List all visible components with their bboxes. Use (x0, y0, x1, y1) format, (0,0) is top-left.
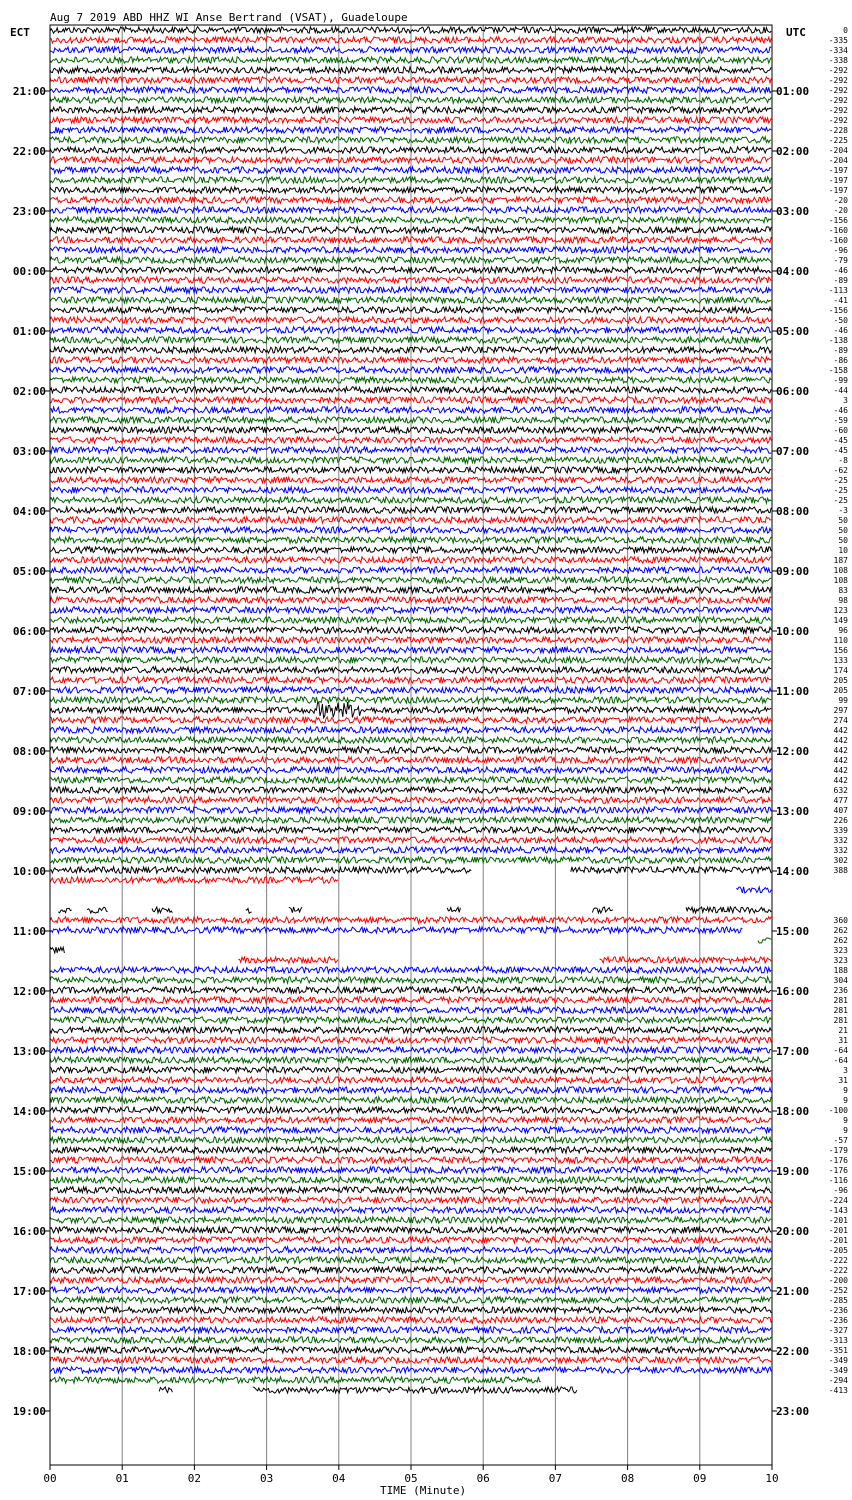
right-hour-label: 06:00 (776, 385, 810, 398)
trace-value-label: 0 (843, 26, 848, 35)
trace-value-label: 108 (833, 576, 848, 585)
trace-value-label: -96 (833, 1186, 848, 1195)
trace-value-label: -25 (833, 476, 848, 485)
trace-value-label: 9 (843, 1126, 848, 1135)
x-tick-label: 06 (476, 1472, 490, 1485)
left-hour-label: 19:00 (12, 1405, 46, 1418)
trace-value-label: 281 (833, 996, 848, 1005)
trace-value-label: -222 (828, 1266, 848, 1275)
right-hour-label: 07:00 (776, 445, 810, 458)
left-hour-label: 16:00 (12, 1225, 46, 1238)
trace-value-label: -160 (828, 226, 848, 235)
trace-value-label: -57 (833, 1136, 848, 1145)
left-hour-label: 00:00 (12, 265, 46, 278)
trace-value-label: -292 (828, 66, 848, 75)
right-hour-label: 03:00 (776, 205, 810, 218)
trace-value-label: 9 (843, 1116, 848, 1125)
right-hour-label: 23:00 (776, 1405, 810, 1418)
trace-value-label: 407 (833, 806, 848, 815)
left-hour-label: 08:00 (12, 745, 46, 758)
trace-value-label: -156 (828, 216, 848, 225)
trace-value-label: -25 (833, 496, 848, 505)
x-tick-label: 04 (332, 1472, 346, 1485)
trace-value-label: -99 (833, 376, 848, 385)
left-hour-label: 02:00 (12, 385, 46, 398)
trace-value-label: -204 (828, 146, 848, 155)
trace-value-label: 632 (833, 786, 848, 795)
trace-value-label: 108 (833, 566, 848, 575)
right-hour-label: 19:00 (776, 1165, 810, 1178)
left-hour-label: 06:00 (12, 625, 46, 638)
trace-value-label: 323 (833, 956, 848, 965)
trace-value-label: -45 (833, 446, 848, 455)
trace-value-label: 442 (833, 736, 848, 745)
trace-value-label: 442 (833, 726, 848, 735)
trace-value-label: -79 (833, 256, 848, 265)
trace-value-label: 3 (843, 1066, 848, 1075)
trace-value-label: 360 (833, 916, 848, 925)
trace-value-label: -200 (828, 1276, 848, 1285)
trace-value-label: 174 (833, 666, 848, 675)
x-tick-label: 03 (259, 1472, 274, 1485)
trace-value-label: 3 (843, 396, 848, 405)
right-hour-label: 10:00 (776, 625, 810, 638)
chart-title: Aug 7 2019 ABD HHZ WI Anse Bertrand (VSAT), Guadeloupe (50, 11, 408, 24)
trace-value-label: -44 (833, 386, 848, 395)
right-axis-label: UTC (786, 26, 806, 39)
right-hour-label: 04:00 (776, 265, 810, 278)
trace-value-label: -113 (828, 286, 848, 295)
trace-value-label: -338 (828, 56, 848, 65)
left-hour-label: 22:00 (12, 145, 46, 158)
trace-value-label: -201 (828, 1236, 848, 1245)
trace-value-label: -292 (828, 86, 848, 95)
trace-value-label: -160 (828, 236, 848, 245)
right-hour-label: 08:00 (776, 505, 810, 518)
left-hour-label: 14:00 (12, 1105, 46, 1118)
trace-value-label: -204 (828, 156, 848, 165)
trace-value-label: -335 (828, 36, 848, 45)
trace-value-label: -236 (828, 1306, 848, 1315)
trace-value-label: -45 (833, 436, 848, 445)
right-hour-label: 13:00 (776, 805, 810, 818)
trace-value-label: 302 (833, 856, 848, 865)
x-tick-label: 02 (187, 1472, 202, 1485)
trace-value-label: -60 (833, 426, 848, 435)
trace-value-label: 98 (838, 596, 848, 605)
trace-line (736, 887, 771, 893)
trace-value-label: 9 (843, 1086, 848, 1095)
trace-value-label: 156 (833, 646, 848, 655)
trace-value-label: -292 (828, 106, 848, 115)
trace-value-label: 442 (833, 766, 848, 775)
trace-value-label: 21 (838, 1026, 848, 1035)
left-hour-label: 15:00 (12, 1165, 46, 1178)
trace-value-label: 388 (833, 866, 848, 875)
left-hour-label: 11:00 (12, 925, 46, 938)
trace-value-label: -86 (833, 356, 848, 365)
x-tick-label: 08 (620, 1472, 635, 1485)
left-hour-label: 18:00 (12, 1345, 46, 1358)
trace-value-label: -292 (828, 96, 848, 105)
trace-value-label: 281 (833, 1016, 848, 1025)
right-hour-label: 16:00 (776, 985, 810, 998)
trace-value-label: 274 (833, 716, 848, 725)
trace-value-label: 133 (833, 656, 848, 665)
trace-value-label: 205 (833, 686, 848, 695)
right-hour-label: 02:00 (776, 145, 810, 158)
trace-value-label: -292 (828, 116, 848, 125)
trace-value-label: -201 (828, 1226, 848, 1235)
trace-value-label: -138 (828, 336, 848, 345)
trace-value-label: -294 (828, 1376, 848, 1385)
trace-line (58, 907, 771, 913)
x-tick-label: 10 (765, 1472, 779, 1485)
trace-value-label: -20 (833, 196, 848, 205)
trace-value-label: 226 (833, 816, 848, 825)
trace-value-label: 304 (833, 976, 848, 985)
trace-value-label: -41 (833, 296, 848, 305)
trace-value-label: -197 (828, 186, 848, 195)
trace-line (50, 167, 771, 173)
trace-value-label: -236 (828, 1316, 848, 1325)
trace-value-label: 477 (833, 796, 848, 805)
trace-value-label: 236 (833, 986, 848, 995)
left-hour-label: 07:00 (12, 685, 46, 698)
trace-value-label: -327 (828, 1326, 848, 1335)
left-hour-label: 13:00 (12, 1045, 46, 1058)
trace-value-label: -349 (828, 1366, 848, 1375)
right-hour-label: 11:00 (776, 685, 810, 698)
trace-value-label: -46 (833, 266, 848, 275)
trace-line (50, 927, 742, 933)
left-hour-label: 05:00 (12, 565, 46, 578)
right-hour-label: 17:00 (776, 1045, 810, 1058)
trace-value-label: -100 (828, 1106, 848, 1115)
trace-value-label: -313 (828, 1336, 848, 1345)
left-hour-label: 10:00 (12, 865, 46, 878)
left-axis-label: ECT (10, 26, 30, 39)
left-hour-label: 17:00 (12, 1285, 46, 1298)
right-hour-label: 22:00 (776, 1345, 810, 1358)
trace-value-label: 149 (833, 616, 848, 625)
trace-value-label: -50 (833, 316, 848, 325)
trace-value-label: -89 (833, 276, 848, 285)
trace-value-label: -413 (828, 1386, 848, 1395)
trace-value-label: -285 (828, 1296, 848, 1305)
left-hour-label: 21:00 (12, 85, 46, 98)
trace-value-label: 31 (838, 1076, 848, 1085)
trace-value-label: -225 (828, 136, 848, 145)
trace-value-labels (829, 26, 848, 1395)
trace-value-label: -349 (828, 1356, 848, 1365)
trace-value-label: -46 (833, 406, 848, 415)
trace-line (50, 1377, 541, 1383)
trace-value-label: 9 (843, 1096, 848, 1105)
trace-value-label: -334 (828, 46, 848, 55)
trace-value-label: 339 (833, 826, 848, 835)
left-hour-label: 04:00 (12, 505, 46, 518)
trace-value-label: -89 (833, 346, 848, 355)
trace-value-label: -224 (828, 1196, 848, 1205)
trace-value-label: -8 (838, 456, 848, 465)
trace-value-label: -228 (828, 126, 848, 135)
trace-value-label: -351 (828, 1346, 848, 1355)
trace-line (159, 1387, 577, 1393)
trace-value-label: -176 (828, 1166, 848, 1175)
trace-value-label: 188 (833, 966, 848, 975)
right-hour-label: 18:00 (776, 1105, 810, 1118)
right-hour-label: 15:00 (776, 925, 810, 938)
trace-value-label: 31 (838, 1036, 848, 1045)
trace-value-label: 332 (833, 846, 848, 855)
right-hour-label: 01:00 (776, 85, 810, 98)
left-hour-label: 12:00 (12, 985, 46, 998)
trace-value-label: -20 (833, 206, 848, 215)
trace-value-label: -116 (828, 1176, 848, 1185)
trace-value-label: 96 (838, 626, 848, 635)
trace-value-label: -197 (828, 166, 848, 175)
trace-line (758, 938, 771, 943)
x-tick-label: 05 (404, 1472, 418, 1485)
trace-value-label: 262 (833, 926, 848, 935)
trace-value-label: 323 (833, 946, 848, 955)
trace-value-label: -201 (828, 1216, 848, 1225)
right-hour-label: 20:00 (776, 1225, 810, 1238)
trace-value-label: 205 (833, 676, 848, 685)
trace-value-label: -143 (828, 1206, 848, 1215)
trace-value-label: 442 (833, 756, 848, 765)
trace-value-label: 332 (833, 836, 848, 845)
trace-value-label: -3 (838, 506, 848, 515)
trace-value-label: -222 (828, 1256, 848, 1265)
trace-value-label: 281 (833, 1006, 848, 1015)
trace-value-label: -46 (833, 326, 848, 335)
left-hour-labels (13, 85, 50, 1418)
trace-value-label: -25 (833, 486, 848, 495)
right-hour-label: 12:00 (776, 745, 810, 758)
trace-value-label: 110 (833, 636, 848, 645)
trace-value-label: 50 (838, 526, 848, 535)
trace-value-label: 50 (838, 536, 848, 545)
trace-value-label: -179 (828, 1146, 848, 1155)
trace-value-label: 262 (833, 936, 848, 945)
trace-line (238, 957, 771, 963)
trace-value-label: 442 (833, 776, 848, 785)
left-hour-label: 09:00 (12, 805, 46, 818)
trace-value-label: -197 (828, 176, 848, 185)
trace-value-label: -96 (833, 246, 848, 255)
trace-value-label: 10 (838, 546, 848, 555)
trace-value-label: 50 (838, 516, 848, 525)
trace-value-label: 83 (838, 586, 848, 595)
right-hour-label: 14:00 (776, 865, 810, 878)
trace-value-label: -158 (828, 366, 848, 375)
x-tick-label: 09 (693, 1472, 707, 1485)
trace-value-label: -64 (833, 1056, 848, 1065)
trace-value-label: -252 (828, 1286, 848, 1295)
right-hour-label: 09:00 (776, 565, 810, 578)
trace-value-label: 99 (838, 696, 848, 705)
trace-value-label: -62 (833, 466, 848, 475)
left-hour-label: 01:00 (12, 325, 46, 338)
x-axis-ticks (43, 1465, 778, 1485)
x-axis-label: TIME (Minute) (380, 1484, 467, 1497)
right-hour-label: 05:00 (776, 325, 810, 338)
trace-value-label: 123 (833, 606, 848, 615)
left-hour-label: 03:00 (12, 445, 46, 458)
trace-value-label: -156 (828, 306, 848, 315)
trace-value-label: 297 (833, 706, 848, 715)
left-hour-label: 23:00 (12, 205, 46, 218)
right-hour-label: 21:00 (776, 1285, 810, 1298)
trace-value-label: -176 (828, 1156, 848, 1165)
right-hour-labels (772, 85, 809, 1418)
trace-value-label: -64 (833, 1046, 848, 1055)
trace-value-label: -59 (833, 416, 848, 425)
trace-value-label: 442 (833, 746, 848, 755)
trace-value-label: -292 (828, 76, 848, 85)
trace-line (50, 947, 64, 953)
x-tick-label: 07 (548, 1472, 563, 1485)
x-tick-label: 00 (43, 1472, 57, 1485)
x-tick-label: 01 (115, 1472, 129, 1485)
trace-value-label: -205 (828, 1246, 848, 1255)
trace-value-label: 187 (833, 556, 848, 565)
